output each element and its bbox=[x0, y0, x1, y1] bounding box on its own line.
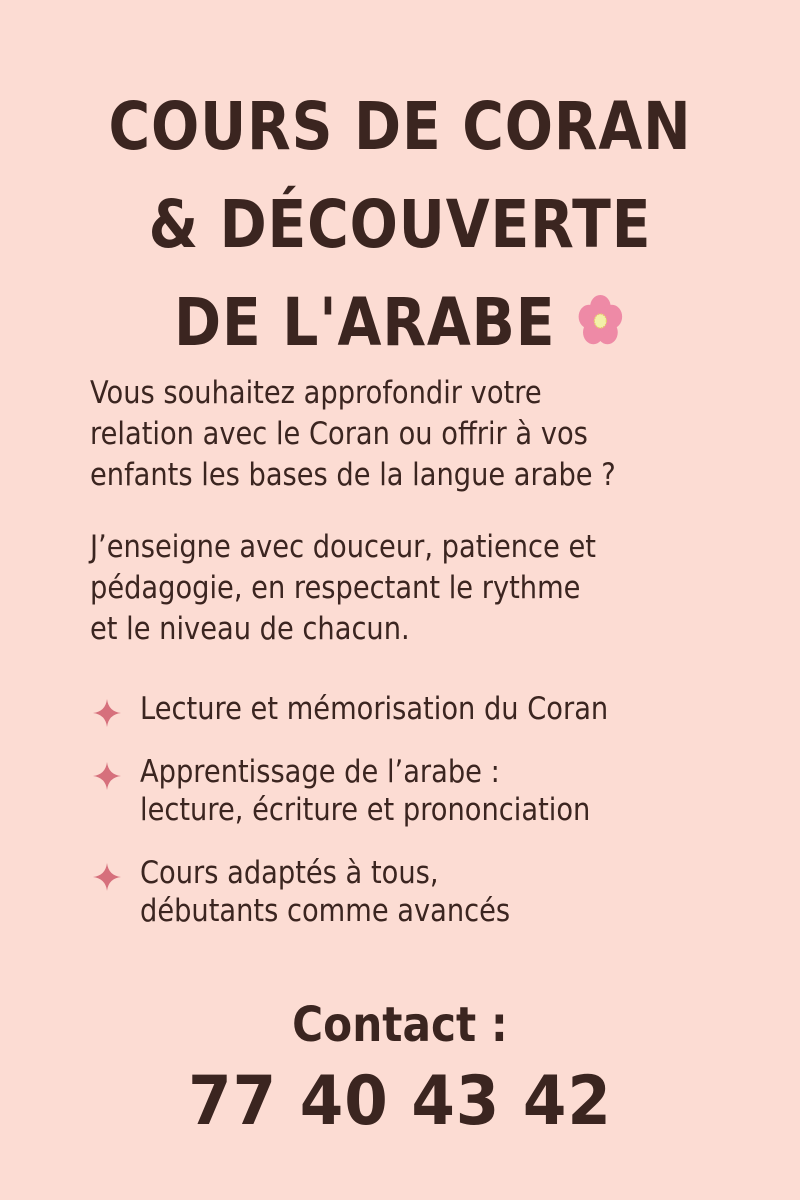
feature-item bbox=[92, 854, 772, 930]
feature-text bbox=[140, 690, 696, 728]
phone-number[interactable]: 77 40 43 42 bbox=[188, 1062, 612, 1141]
sparkle-icon bbox=[92, 862, 122, 892]
intro-p2-line-1: J’enseigne avec douceur, patience et bbox=[90, 529, 596, 565]
feature-item bbox=[92, 690, 772, 728]
title-line-3-wrap bbox=[56, 274, 744, 372]
flyer-title bbox=[56, 78, 744, 372]
intro-p1-line-2: relation avec le Coran ou offrir à vos bbox=[90, 416, 588, 452]
feature-2-line-2: lecture, écriture et prononciation bbox=[140, 792, 591, 828]
intro-paragraph-1 bbox=[90, 373, 671, 496]
intro-p1-line-1: Vous souhaitez approfondir votre bbox=[90, 375, 542, 411]
contact-label: Contact : bbox=[292, 997, 508, 1053]
feature-3-line-2: débutants comme avancés bbox=[140, 893, 511, 929]
feature-1-line-1: Lecture et mémorisation du Coran bbox=[140, 691, 609, 727]
features-list bbox=[92, 690, 772, 930]
flower-icon bbox=[574, 291, 626, 351]
title-line-1: COURS DE CORAN bbox=[108, 88, 692, 165]
feature-text bbox=[140, 753, 696, 829]
title-line-3: DE L'ARABE bbox=[174, 284, 556, 361]
feature-item bbox=[92, 753, 772, 829]
intro-paragraph-2 bbox=[90, 527, 671, 650]
intro-p2-line-2: pédagogie, en respectant le rythme bbox=[90, 570, 581, 606]
feature-2-line-1: Apprentissage de l’arabe : bbox=[140, 754, 500, 790]
title-line-2: & DÉCOUVERTE bbox=[148, 186, 652, 263]
feature-3-line-1: Cours adaptés à tous, bbox=[140, 855, 439, 891]
sparkle-icon bbox=[92, 698, 122, 728]
feature-text bbox=[140, 854, 696, 930]
intro-p2-line-3: et le niveau de chacun. bbox=[90, 611, 410, 647]
sparkle-icon bbox=[92, 761, 122, 791]
intro-p1-line-3: enfants les bases de la langue arabe ? bbox=[90, 457, 616, 493]
